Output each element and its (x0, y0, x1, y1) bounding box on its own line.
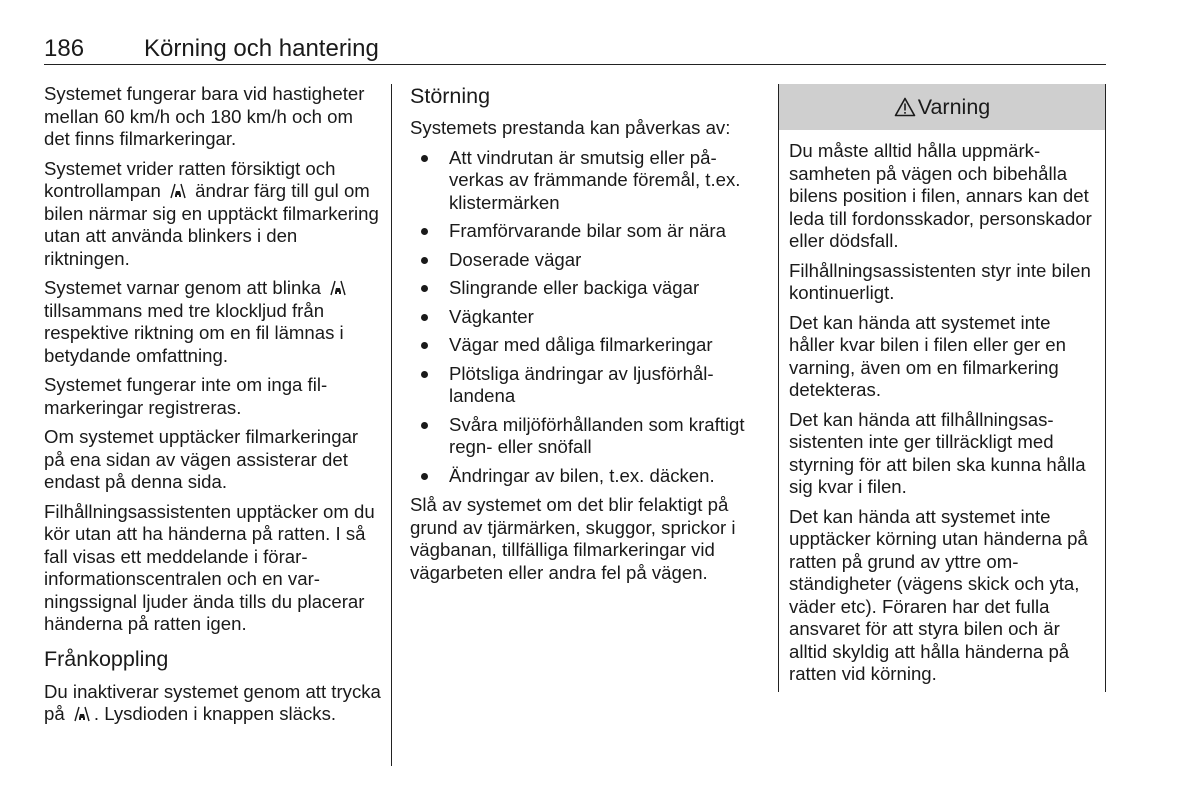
heading-malfunction: Störning (410, 84, 491, 108)
list-item-text: Vägkanter (449, 305, 534, 327)
paragraph-warning-blink (44, 277, 382, 367)
warning-box (778, 84, 1104, 692)
paragraph-text: ändrar färg till gul om bilen närmar sig en upptäckt filmarkering utan att använda blinkers i den riktningen. (44, 180, 379, 269)
list-item-text: Ändringar av bilen, t.ex. däcken. (449, 464, 715, 486)
column-divider (391, 84, 392, 766)
bullet-dot (421, 342, 428, 349)
bullet-dot (421, 285, 428, 292)
warning-title: Varning (917, 94, 991, 119)
paragraph-intro: Systemets prestanda kan påverkas av: (410, 117, 731, 138)
heading-deactivation: Frånkoppling (44, 646, 169, 671)
list-item (410, 334, 746, 357)
lane-keep-assist-icon (72, 706, 92, 722)
warning-body (778, 130, 1106, 692)
lane-keep-assist-icon (168, 183, 188, 199)
list-item-text: Slingrande eller backiga vägar (449, 277, 700, 298)
bullet-dot (421, 228, 428, 235)
list-item-text: Doserade vägar (449, 248, 582, 270)
paragraph-no-markings: Systemet fungerar inte om inga filmarkeringar registreras. (44, 374, 328, 418)
warning-content (789, 140, 1095, 693)
list-item (410, 306, 746, 329)
paragraph-speed-range: Systemet fungerar bara vid hastigheter mellan 60 km/h och 180 km/h och om det finns filmarkeringar. (44, 83, 365, 149)
page-number: 186 (44, 35, 85, 62)
paragraph-one-side: Om systemet upptäcker filmarkeringar på ena sidan av vägen assisterar det endast på denna sida. (44, 426, 359, 492)
bullet-dot (421, 314, 428, 321)
bullet-dot (421, 473, 428, 480)
list-item-text: Plötsliga ändringar av ljusförhållandena (449, 362, 714, 406)
list-item (410, 249, 746, 272)
list-item-text: Framförvarande bilar som är nära (449, 220, 726, 241)
warning-paragraph: Det kan hända att systemet inte håller kvar bilen i filen eller ger en varning, även om en filmarkering detekteras. (789, 311, 1066, 400)
list-item (410, 147, 746, 215)
warning-triangle-icon (894, 97, 916, 117)
list-item (410, 363, 746, 408)
paragraph-text: . Lysdioden i knappen släcks. (93, 703, 337, 724)
list-item (410, 414, 746, 459)
paragraph-text: tillsammans med tre klockljud från respektive riktning om en fil lämnas i betydande omfattning. (44, 299, 344, 366)
warning-paragraph: Filhållningsassistenten styr inte bilen kontinuerligt. (789, 259, 1091, 303)
list-item-text: Svåra miljöförhållanden som kraftigt regn- eller snöfall (449, 413, 745, 457)
paragraph-steering (44, 158, 382, 271)
column-middle (410, 83, 746, 591)
paragraph-switch-off: Slå av systemet om det blir felaktigt på grund av tjärmärken, skuggor, sprickor i vägbanan, tillfälliga filmarkeringar vid vägarbeten eller andra fel på vägen. (410, 494, 736, 583)
bullet-dot (421, 371, 428, 378)
list-item (410, 220, 746, 243)
bullet-list (410, 147, 746, 488)
list-item (410, 465, 746, 488)
bullet-dot (421, 422, 428, 429)
list-item (410, 277, 746, 300)
header-rule (44, 64, 1106, 65)
paragraph-hands-off: Filhållningsassistenten upptäcker om du kör utan att ha händerna på ratten. I så fall visas ett meddelande i förarinformationscentralen och en varningssignal ljuder ända tills du placerar händerna på ratten igen. (44, 500, 375, 634)
warning-paragraph: Det kan hända att filhållningsassistenten inte ger tillräckligt med styrning för att bilen ska kunna hålla sig kvar i filen. (789, 408, 1086, 497)
warning-paragraph: Du måste alltid hålla uppmärksamheten på vägen och bibehålla bilens position i filen, annars kan det leda till fordonsskador, personskador eller dödsfall. (789, 140, 1092, 251)
list-item-text: Vägar med dåliga filmarkeringar (449, 334, 713, 355)
paragraph-text: Du inaktiverar systemet genom att trycka på (44, 680, 381, 724)
warning-header (778, 84, 1106, 130)
bullet-dot (421, 257, 428, 264)
page-header (44, 34, 1106, 64)
bullet-dot (421, 155, 428, 162)
chapter-title: Körning och hantering (144, 35, 379, 62)
paragraph-deactivate (44, 681, 382, 726)
paragraph-text: Systemet vrider ratten försiktigt och kontrollampan (44, 157, 336, 201)
column-left (44, 83, 382, 733)
lane-keep-assist-icon (328, 280, 348, 296)
warning-paragraph: Det kan hända att systemet inte upptäcker körning utan händerna på ratten på grund av yttre omständigheter (vägens skick och yta, väder etc). Föraren har det fulla ansvaret för att styra bilen och är alltid skyldig att hålla händerna på ratten vid körning. (789, 505, 1088, 684)
list-item-text: Att vindrutan är smutsig eller påverkas av främmande föremål, t.ex. klistermärken (449, 146, 741, 213)
paragraph-text: Systemet varnar genom att blinka (44, 277, 327, 298)
